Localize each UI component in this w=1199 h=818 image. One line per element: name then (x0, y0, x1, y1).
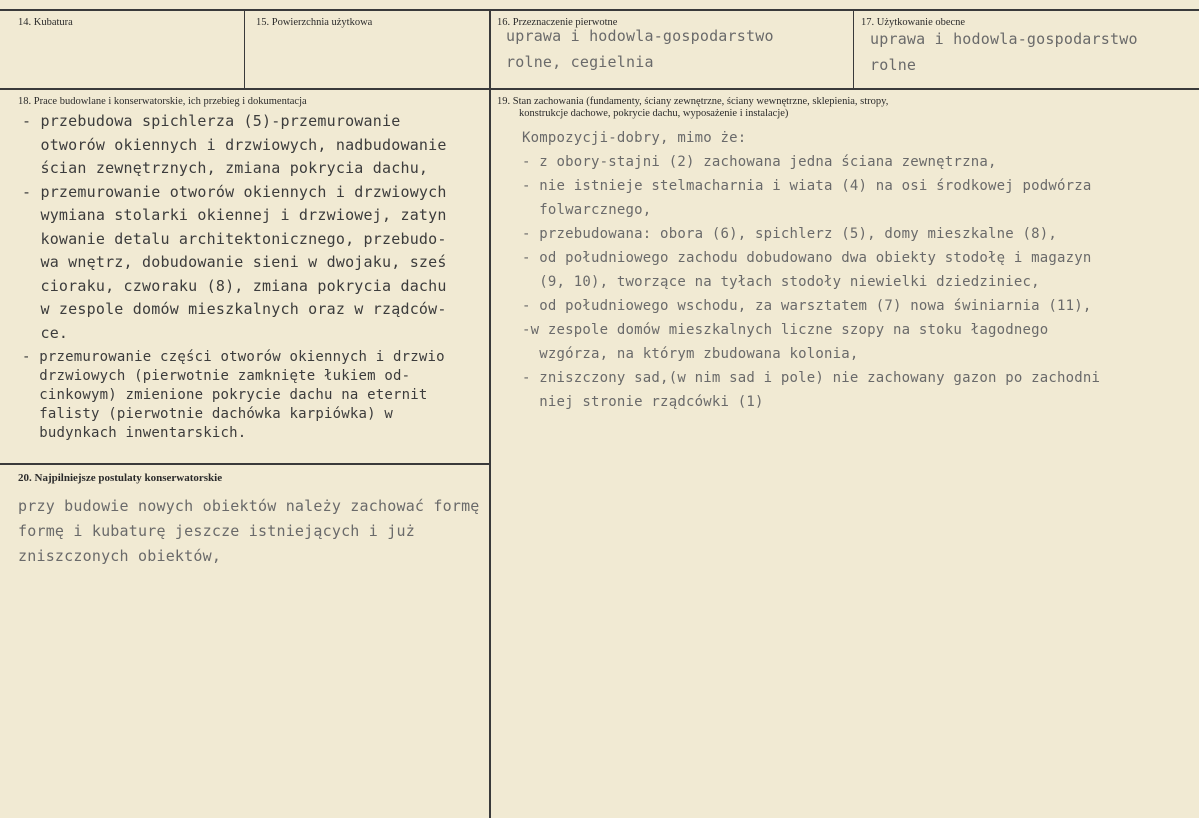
section19-line: - od południowego zachodu dobudowano dwa obiekty stodołę i magazyn (522, 250, 1092, 266)
section19-line: folwarcznego, (522, 202, 652, 218)
section19-line: (9, 10), tworzące na tyłach stodoły niewielki dziedziniec, (522, 274, 1040, 290)
section20-line: przy budowie nowych obiektów należy zachować formę (18, 497, 480, 515)
section18-line: budynkach inwentarskich. (22, 425, 247, 441)
section19-label-line2: konstrukcje dachowe, pokrycie dachu, wyposażenie i instalacje) (519, 108, 789, 119)
section18-line: cioraku, czworaku (8), zmiana pokrycia dachu (22, 276, 447, 295)
section18-text (22, 110, 488, 443)
przeznaczenie-label: 16. Przeznaczenie pierwotne (497, 17, 618, 28)
section18-line: cinkowym) zmienione pokrycie dachu na eternit (22, 387, 428, 403)
section19-line: niej stronie rządcówki (1) (522, 394, 764, 410)
powierzchnia-label: 15. Powierzchnia użytkowa (256, 17, 373, 28)
section18-line: - przemurowanie otworów okiennych i drzwiowych (22, 182, 447, 201)
section18-line: - przemurowanie części otworów okiennych i drzwio (22, 349, 445, 365)
section19-line: - zniszczony sad,(w nim sad i pole) nie zachowany gazon po zachodni (522, 370, 1101, 386)
section18-line: ce. (22, 323, 69, 342)
uzytkowanie-line-1: uprawa i hodowla-gospodarstwo (870, 30, 1138, 48)
section18-label: 18. Prace budowlane i konserwatorskie, ich przebieg i dokumentacja (18, 96, 307, 107)
divider-16-17 (853, 10, 854, 89)
section19-label-line1: 19. Stan zachowania (fundamenty, ściany zewnętrzne, ściany wewnętrzne, sklepienia, stropy, (497, 96, 889, 107)
section18-line: wymiana stolarki okiennej i drzwiowej, zatyn (22, 206, 447, 224)
section20-top-rule (0, 463, 490, 465)
section18-line: ścian zewnętrznych, zmiana pokrycia dachu, (22, 159, 429, 177)
section19-line: - nie istnieje stelmacharnia i wiata (4) na osi środkowej podwórza (522, 178, 1092, 194)
divider-15-16 (489, 10, 491, 89)
section18-line: otworów okiennych i drzwiowych, nadbudowanie (22, 135, 447, 154)
section18-line: w zespole domów mieszkalnych oraz w rządców- (22, 300, 447, 318)
top-border (0, 9, 1199, 11)
uzytkowanie-line-2: rolne (870, 56, 917, 74)
section19-line: - od południowego wschodu, za warsztatem (7) nowa świniarnia (11), (522, 298, 1092, 314)
section18-line: drzwiowych (pierwotnie zamknięte łukiem od- (22, 368, 411, 384)
section20-line: zniszczonych obiektów, (18, 547, 222, 565)
section18-line: falisty (pierwotnie dachówka karpiówka) w (22, 406, 394, 422)
section19-line: wzgórza, na którym zbudowana kolonia, (522, 346, 859, 362)
przeznaczenie-line-1: uprawa i hodowla-gospodarstwo (506, 27, 774, 45)
section19-line: - z obory-stajni (2) zachowana jedna ściana zewnętrzna, (522, 154, 997, 170)
section20-label: 20. Najpilniejsze postulaty konserwatorskie (18, 472, 223, 484)
section19-line: - przebudowana: obora (6), spichlerz (5), domy mieszkalne (8), (522, 226, 1057, 242)
section20-text (18, 494, 488, 569)
header-bottom-rule (0, 88, 1199, 90)
kubatura-label: 14. Kubatura (18, 17, 73, 28)
przeznaczenie-line-2: rolne, cegielnia (506, 53, 654, 71)
section18-line: wa wnętrz, dobudowanie sieni w dwojaku, sześ (22, 253, 447, 271)
divider-14-15 (244, 10, 245, 89)
main-vertical-divider (489, 89, 491, 818)
section19-text (522, 126, 1198, 414)
section19-line: -w zespole domów mieszkalnych liczne szopy na stoku łagodnego (522, 322, 1049, 338)
uzytkowanie-label: 17. Użytkowanie obecne (861, 17, 966, 28)
section20-line: formę i kubaturę jeszcze istniejących i już (18, 522, 415, 540)
section18-line: - przebudowa spichlerza (5)-przemurowanie (22, 112, 401, 130)
section18-line: kowanie detalu architektonicznego, przebudo- (22, 229, 447, 248)
section19-line: Kompozycji-dobry, mimo że: (522, 130, 747, 146)
